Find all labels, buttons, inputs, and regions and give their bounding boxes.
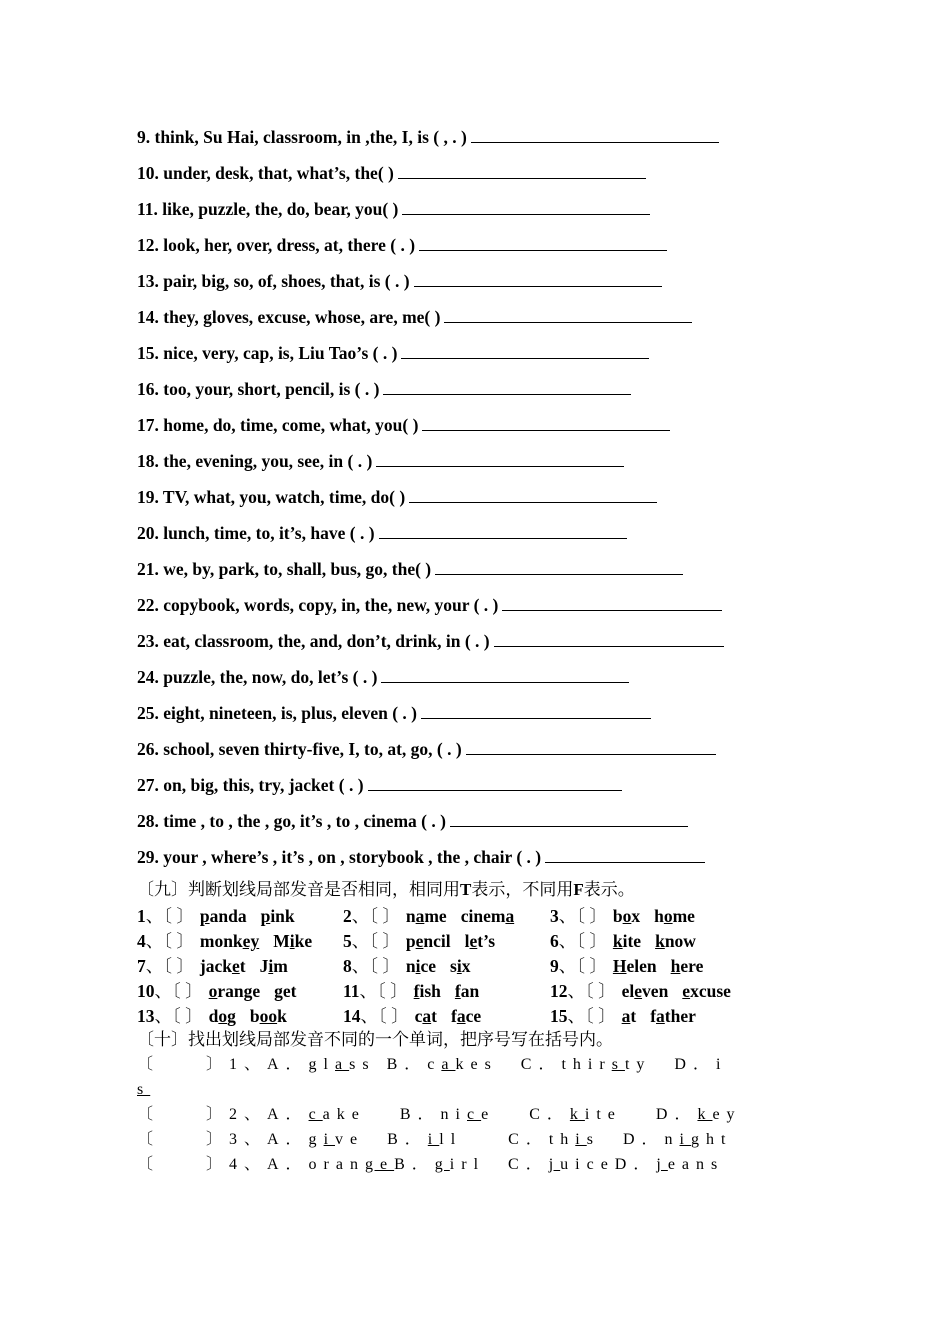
q3-lead: 〔 〕3、A．g <box>137 1131 324 1148</box>
answer-bracket[interactable]: 、〔 〕 <box>558 931 607 951</box>
q4-a-underline: ge <box>365 1156 395 1173</box>
underlined-letters: e <box>634 981 643 1001</box>
answer-bracket[interactable]: 、〔 〕 <box>558 956 607 976</box>
pair-item <box>343 981 479 1001</box>
pair-item <box>137 956 288 976</box>
underlined-letters: e <box>682 981 691 1001</box>
answer-blank[interactable] <box>409 487 657 503</box>
pair-word: Mike <box>273 931 313 951</box>
pair-item <box>550 981 731 1001</box>
pair-row <box>137 956 797 976</box>
mc-question-2 <box>137 1105 742 1125</box>
pair-word: monkey <box>199 931 260 951</box>
underlined-letters: g <box>274 981 283 1001</box>
pair-word: get <box>274 981 297 1001</box>
pair-word: six <box>450 956 471 976</box>
underlined-letters: o <box>218 1006 228 1026</box>
underlined-letters: a <box>422 1006 432 1026</box>
underlined-letters: H <box>612 956 627 976</box>
answer-bracket[interactable]: 、〔 〕 <box>351 956 400 976</box>
sentence-words: 22. copybook, words, copy, in, the, new, your ( . ) <box>137 595 499 615</box>
sentence-item <box>137 163 646 183</box>
q1-a-underline: a <box>335 1056 350 1073</box>
section-9-post: 表示。 <box>583 880 635 899</box>
q4-a-rest: B． <box>394 1156 435 1173</box>
underlined-letters: a <box>505 906 515 926</box>
sentence-item <box>137 379 631 399</box>
answer-blank[interactable] <box>435 559 683 575</box>
answer-bracket[interactable]: 、〔 〕 <box>359 981 408 1001</box>
underlined-letters: h <box>670 956 681 976</box>
answer-bracket[interactable]: 、〔 〕 <box>145 906 194 926</box>
answer-blank[interactable] <box>502 595 722 611</box>
answer-blank[interactable] <box>381 667 629 683</box>
sentence-item <box>137 127 719 147</box>
pair-word: home <box>654 906 695 926</box>
pair-number: 6 <box>550 931 559 951</box>
answer-bracket[interactable]: 、〔 〕 <box>567 1006 616 1026</box>
underlined-letters: a <box>656 1006 665 1026</box>
pair-item <box>137 906 295 926</box>
section-9-heading <box>137 880 635 900</box>
q1-c-rest: ty D．i <box>624 1056 728 1073</box>
sentence-words: 29. your , where’s , it’s , on , storybook , the , chair ( . ) <box>137 847 542 867</box>
pair-word: kite <box>612 931 642 951</box>
sentence-words: 19. TV, what, you, watch, time, do( ) <box>137 487 406 507</box>
pair-item <box>343 1006 481 1026</box>
q4-c-rest: uiceD． <box>560 1156 657 1173</box>
sentence-words: 23. eat, classroom, the, and, don’t, drink, in ( . ) <box>137 631 490 651</box>
q3-a-underline: i <box>323 1131 336 1148</box>
answer-bracket[interactable]: 、〔 〕 <box>351 906 400 926</box>
q2-a-underline: c <box>308 1106 323 1123</box>
mc-question-1 <box>137 1055 727 1075</box>
pair-word: cinema <box>460 906 515 926</box>
underlined-letters: e <box>415 931 424 951</box>
answer-blank[interactable] <box>402 199 650 215</box>
pair-number: 5 <box>343 931 352 951</box>
underlined-letters: ey <box>242 931 260 951</box>
underlined-letters: i <box>289 931 295 951</box>
pair-word: at <box>621 1006 637 1026</box>
pair-number: 11 <box>343 981 360 1001</box>
pair-item <box>550 906 695 926</box>
pair-word: fan <box>454 981 480 1001</box>
section-9-mid: 表示，不同用 <box>471 880 574 899</box>
sentence-item <box>137 631 724 651</box>
pair-word: here <box>670 956 704 976</box>
answer-bracket[interactable]: 、〔 〕 <box>360 1006 409 1026</box>
sentence-words: 25. eight, nineteen, is, plus, eleven ( . ) <box>137 703 417 723</box>
underlined-letters: k <box>612 931 623 951</box>
underlined-letters: p <box>260 906 271 926</box>
sentence-words: 12. look, her, over, dress, at, there ( . ) <box>137 235 416 255</box>
answer-bracket[interactable]: 、〔 〕 <box>558 906 607 926</box>
answer-blank[interactable] <box>444 307 692 323</box>
pair-number: 12 <box>550 981 568 1001</box>
underlined-letters: o <box>622 906 632 926</box>
sentence-words: 11. like, puzzle, the, do, bear, you( ) <box>137 199 399 219</box>
pair-item <box>343 906 514 926</box>
pair-word: Jim <box>259 956 288 976</box>
sentence-words: 14. they, gloves, excuse, whose, are, me( ) <box>137 307 441 327</box>
sentence-item <box>137 523 627 543</box>
pair-item <box>137 1006 287 1026</box>
q4-b-underline: g <box>434 1156 450 1173</box>
pair-item <box>550 1006 696 1026</box>
sentence-words: 18. the, evening, you, see, in ( . ) <box>137 451 373 471</box>
pair-word: cat <box>414 1006 437 1026</box>
sentence-words: 28. time , to , the , go, it’s , to , cinema ( . ) <box>137 811 446 831</box>
underlined-letters: a <box>415 906 425 926</box>
pair-number: 9 <box>550 956 559 976</box>
pair-word: name <box>405 906 447 926</box>
sentence-words: 13. pair, big, so, of, shoes, that, is ( . ) <box>137 271 410 291</box>
pair-word: know <box>655 931 696 951</box>
answer-bracket[interactable]: 、〔 〕 <box>154 981 203 1001</box>
underlined-letters: e <box>469 931 478 951</box>
pair-word: dog <box>208 1006 236 1026</box>
pair-word: pink <box>260 906 295 926</box>
q3-b-underline: i <box>427 1131 440 1148</box>
answer-bracket[interactable]: 、〔 〕 <box>154 1006 203 1026</box>
answer-blank[interactable] <box>421 703 651 719</box>
answer-blank[interactable] <box>545 847 705 863</box>
sentence-item <box>137 307 692 327</box>
pair-item <box>343 956 470 976</box>
sentence-item <box>137 667 629 687</box>
answer-blank[interactable] <box>422 415 670 431</box>
answer-blank[interactable] <box>401 343 649 359</box>
pair-word: Helen <box>612 956 657 976</box>
sentence-words: 10. under, desk, that, what’s, the( ) <box>137 163 394 183</box>
answer-blank[interactable] <box>494 631 724 647</box>
q3-d-underline: i <box>679 1131 691 1148</box>
q4-b-rest: irl C． <box>449 1156 549 1173</box>
sentence-item <box>137 847 705 867</box>
pair-number: 7 <box>137 956 146 976</box>
pair-item <box>137 931 312 951</box>
mc-question-4 <box>137 1155 724 1175</box>
mc-question-1-wrap <box>137 1080 150 1100</box>
underlined-letters: i <box>268 956 274 976</box>
answer-blank[interactable] <box>450 811 688 827</box>
pair-row <box>137 1006 797 1026</box>
pair-number: 3 <box>550 906 559 926</box>
pair-word: panda <box>199 906 247 926</box>
sentence-item <box>137 703 651 723</box>
section-10-heading: 〔十〕找出划线局部发音不同的一个单词，把序号写在括号内。 <box>137 1030 613 1049</box>
q2-c-rest: ite D． <box>584 1106 698 1123</box>
sentence-words: 24. puzzle, the, now, do, let’s ( . ) <box>137 667 378 687</box>
pair-word: pencil <box>405 931 451 951</box>
q3-a-rest: ve B． <box>335 1131 428 1148</box>
pair-word: book <box>249 1006 287 1026</box>
pair-number: 10 <box>137 981 155 1001</box>
underlined-letters: a <box>621 1006 631 1026</box>
underlined-letters: o <box>208 981 218 1001</box>
answer-blank[interactable] <box>376 451 624 467</box>
pair-item <box>550 931 696 951</box>
q1-d-underline: s <box>137 1081 151 1098</box>
pair-word: eleven <box>621 981 669 1001</box>
q2-lead: 〔 〕2、A． <box>137 1106 309 1123</box>
pair-word: let’s <box>464 931 496 951</box>
section-9-pre: 〔九〕判断划线局部发音是否相同，相同用 <box>137 880 460 899</box>
answer-blank[interactable] <box>398 163 646 179</box>
underlined-letters: i <box>456 956 462 976</box>
q4-d-rest: eans <box>667 1156 725 1173</box>
pair-item <box>137 981 297 1001</box>
q1-b-rest: kes C．thir <box>455 1056 612 1073</box>
q2-a-rest: ake B．ni <box>322 1106 467 1123</box>
sentence-words: 17. home, do, time, come, what, you( ) <box>137 415 419 435</box>
sentence-words: 15. nice, very, cap, is, Liu Tao’s ( . ) <box>137 343 398 363</box>
answer-bracket[interactable]: 、〔 〕 <box>145 956 194 976</box>
sentence-words: 21. we, by, park, to, shall, bus, go, the( ) <box>137 559 432 579</box>
answer-bracket[interactable]: 、〔 〕 <box>145 931 194 951</box>
q3-d-rest: ght <box>690 1131 733 1148</box>
q1-lead: 〔 〕1、A．gl <box>137 1056 336 1073</box>
pair-number: 8 <box>343 956 352 976</box>
sentence-item <box>137 595 722 615</box>
sentence-item <box>137 739 716 759</box>
sentence-words: 26. school, seven thirty-five, I, to, at, go, ( . ) <box>137 739 462 759</box>
pair-number: 4 <box>137 931 146 951</box>
q4-c-underline: j <box>548 1156 561 1173</box>
pair-word: excuse <box>682 981 731 1001</box>
sentence-item <box>137 451 624 471</box>
pair-number: 15 <box>550 1006 568 1026</box>
sentence-item <box>137 235 667 255</box>
pair-item <box>550 956 703 976</box>
q3-c-underline: i <box>575 1131 587 1148</box>
mc-question-3 <box>137 1130 732 1150</box>
q1-b-underline: a <box>441 1056 456 1073</box>
q2-d-underline: k <box>697 1106 713 1123</box>
underlined-letters: k <box>655 931 665 951</box>
q2-c-underline: k <box>569 1106 585 1123</box>
answer-bracket[interactable]: 、〔 〕 <box>351 931 400 951</box>
pair-word: father <box>650 1006 696 1026</box>
underlined-letters: f <box>454 981 461 1001</box>
underlined-letters: i <box>415 956 421 976</box>
pair-item <box>343 931 495 951</box>
pair-number: 13 <box>137 1006 155 1026</box>
pair-number: 1 <box>137 906 146 926</box>
underlined-letters: a <box>456 1006 466 1026</box>
answer-blank[interactable] <box>419 235 667 251</box>
pair-row <box>137 981 797 1001</box>
sentence-words: 20. lunch, time, to, it’s, have ( . ) <box>137 523 375 543</box>
pair-word: face <box>450 1006 482 1026</box>
answer-blank[interactable] <box>466 739 716 755</box>
answer-blank[interactable] <box>368 775 622 791</box>
answer-blank[interactable] <box>379 523 627 539</box>
q4-lead: 〔 〕4、A．oran <box>137 1156 365 1173</box>
pair-row <box>137 931 797 951</box>
sentence-item <box>137 343 649 363</box>
underlined-letters: p <box>199 906 210 926</box>
q3-b-rest: ll C．th <box>439 1131 576 1148</box>
pair-word: orange <box>208 981 261 1001</box>
sentence-item <box>137 487 657 507</box>
q2-b-underline: c <box>467 1106 482 1123</box>
pair-row <box>137 906 797 926</box>
q1-c-underline: s <box>611 1056 625 1073</box>
pair-word: fish <box>413 981 441 1001</box>
sentence-item <box>137 559 683 579</box>
pair-word: nice <box>405 956 437 976</box>
q1-a-rest: ss B．c <box>349 1056 442 1073</box>
pair-word: box <box>612 906 641 926</box>
q2-d-rest: ey <box>712 1106 742 1123</box>
sentence-words: 16. too, your, short, pencil, is ( . ) <box>137 379 380 399</box>
sentence-item <box>137 271 662 291</box>
sentence-item <box>137 415 670 435</box>
answer-blank[interactable] <box>471 127 719 143</box>
pair-number: 14 <box>343 1006 361 1026</box>
answer-blank[interactable] <box>414 271 662 287</box>
underlined-letters: e <box>231 956 240 976</box>
section-9-t: T <box>460 880 472 899</box>
pair-number: 2 <box>343 906 352 926</box>
answer-blank[interactable] <box>383 379 631 395</box>
underlined-letters: oo <box>259 1006 278 1026</box>
sentence-item <box>137 811 688 831</box>
q2-b-rest: e C． <box>481 1106 570 1123</box>
pair-word: jacket <box>199 956 246 976</box>
underlined-letters: f <box>413 981 420 1001</box>
answer-bracket[interactable]: 、〔 〕 <box>567 981 616 1001</box>
sentence-words: 9. think, Su Hai, classroom, in ,the, I, is ( , . ) <box>137 127 467 147</box>
q3-c-rest: s D．n <box>586 1131 680 1148</box>
sentence-words: 27. on, big, this, try, jacket ( . ) <box>137 775 364 795</box>
section-9-f: F <box>573 880 584 899</box>
sentence-item <box>137 775 622 795</box>
underlined-letters: o <box>663 906 673 926</box>
q4-d-underline: j <box>656 1156 668 1173</box>
sentence-item <box>137 199 650 219</box>
